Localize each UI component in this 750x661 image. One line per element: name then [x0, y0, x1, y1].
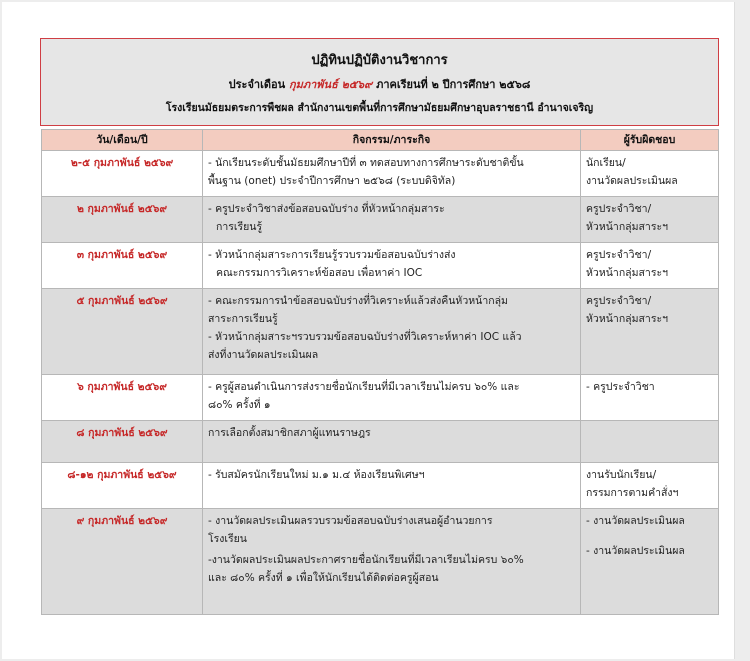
responsible-line: ครูประจำวิชา/ [586, 203, 652, 215]
activity-line: - งานวัดผลประเมินผลรวบรวมข้อสอบฉบับร่างเสนอผู้อำนวยการ [208, 515, 493, 527]
table-row [42, 463, 719, 509]
activity-line: ๘๐% ครั้งที่ ๑ [208, 399, 271, 411]
activity-line: -งานวัดผลประเมินผลประกาศรายชื่อนักเรียนที่มีเวลาเรียนไม่ครบ ๖๐% [208, 554, 524, 566]
table-row [42, 421, 719, 463]
document-title: ปฏิทินปฏิบัติงานวิชาการ [311, 53, 448, 68]
date-cell: ๕ กุมภาพันธ์ ๒๕๖๙ [42, 289, 203, 375]
responsible-cell [581, 243, 719, 289]
responsible-line: หัวหน้ากลุ่มสาระฯ [586, 267, 669, 279]
activity-cell [203, 151, 581, 197]
activity-line: การเรียนรู้ [216, 221, 263, 233]
table-row [42, 151, 719, 197]
date-cell: ๙ กุมภาพันธ์ ๒๕๖๙ [42, 509, 203, 615]
date-cell: ๖ กุมภาพันธ์ ๒๕๖๙ [42, 375, 203, 421]
activity-line: คณะกรรมการวิเคราะห์ข้อสอบ เพื่อหาค่า IOC [216, 267, 423, 279]
activity-line: - รับสมัครนักเรียนใหม่ ม.๑ ม.๔ ห้องเรียนพิเศษฯ [208, 469, 425, 481]
responsible-line: - งานวัดผลประเมินผล [586, 545, 685, 557]
date-cell: ๘ กุมภาพันธ์ ๒๕๖๙ [42, 421, 203, 463]
activity-cell [203, 509, 581, 615]
activity-line: - หัวหน้ากลุ่มสาระฯรวบรวมข้อสอบฉบับร่างที่วิเคราะห์หาค่า IOC แล้ว [208, 331, 522, 343]
activity-line: - ครูผู้สอนดำเนินการส่งรายชื่อนักเรียนที่มีเวลาเรียนไม่ครบ ๖๐% และ [208, 381, 520, 393]
responsible-line: งานรับนักเรียน/ [586, 469, 657, 481]
responsible-line: - ครูประจำวิชา [586, 381, 655, 393]
activity-cell [203, 197, 581, 243]
responsible-line: นักเรียน/ [586, 157, 626, 169]
subtitle-prefix: ประจำเดือน [228, 78, 286, 91]
responsible-line: งานวัดผลประเมินผล [586, 175, 678, 187]
responsible-cell [581, 197, 719, 243]
activity-cell [203, 375, 581, 421]
subtitle-suffix: ภาคเรียนที่ ๒ ปีการศึกษา ๒๕๖๘ [376, 78, 531, 91]
document-subtitle [41, 75, 718, 93]
responsible-cell [581, 151, 719, 197]
responsible-cell [581, 421, 719, 463]
activity-line: โรงเรียน [208, 533, 247, 545]
date-cell: ๒-๕ กุมภาพันธ์ ๒๕๖๙ [42, 151, 203, 197]
activity-cell [203, 421, 581, 463]
activity-line: การเลือกตั้งสมาชิกสภาผู้แทนราษฎร [208, 427, 371, 439]
column-header-responsible: ผู้รับผิดชอบ [581, 130, 719, 151]
responsible-line: ครูประจำวิชา/ [586, 249, 652, 261]
table-row [42, 289, 719, 375]
table-row [42, 243, 719, 289]
responsible-cell [581, 375, 719, 421]
activity-line: พื้นฐาน (onet) ประจำปีการศึกษา ๒๕๖๘ (ระบบดิจิทัล) [208, 175, 456, 187]
activity-line: - คณะกรรมการนำข้อสอบฉบับร่างที่วิเคราะห์แล้วส่งคืนหัวหน้ากลุ่ม [208, 295, 508, 307]
activity-line: และ ๘๐% ครั้งที่ ๑ เพื่อให้นักเรียนได้ติดต่อครูผู้สอน [208, 572, 439, 584]
subtitle-month: กุมภาพันธ์ ๒๕๖๙ [288, 78, 373, 91]
table-row [42, 197, 719, 243]
school-name: โรงเรียนมัธยมตระการพืชผล สำนักงานเขตพื้นที่การศึกษามัธยมศึกษาอุบลราชธานี อำนาจเจริญ [165, 102, 594, 114]
table-header-row [42, 130, 719, 151]
responsible-cell [581, 289, 719, 375]
date-cell: ๘-๑๒ กุมภาพันธ์ ๒๕๖๙ [42, 463, 203, 509]
responsible-line: ครูประจำวิชา/ [586, 295, 652, 307]
responsible-line: - งานวัดผลประเมินผล [586, 515, 685, 527]
column-header-activity: กิจกรรม/ภาระกิจ [203, 130, 581, 151]
responsible-cell [581, 509, 719, 615]
table-row [42, 509, 719, 615]
responsible-line: หัวหน้ากลุ่มสาระฯ [586, 313, 669, 325]
activity-line: - ครูประจำวิชาส่งข้อสอบฉบับร่าง ที่หัวหน้ากลุ่มสาระ [208, 203, 445, 215]
activity-cell [203, 243, 581, 289]
responsible-cell [581, 463, 719, 509]
activity-line: สาระการเรียนรู้ [208, 313, 278, 325]
responsible-line: หัวหน้ากลุ่มสาระฯ [586, 221, 669, 233]
activity-cell [203, 463, 581, 509]
activity-cell [203, 289, 581, 375]
table-row [42, 375, 719, 421]
responsible-line: กรรมการตามคำสั่งฯ [586, 487, 679, 499]
activity-line: ส่งที่งานวัดผลประเมินผล [208, 349, 319, 361]
activity-line: - นักเรียนระดับชั้นมัธยมศึกษาปีที่ ๓ ทดสอบทางการศึกษาระดับชาติขั้น [208, 157, 524, 169]
activity-line: - หัวหน้ากลุ่มสาระการเรียนรู้รวบรวมข้อสอบฉบับร่างส่ง [208, 249, 456, 261]
column-header-date: วัน/เดือน/ปี [42, 130, 203, 151]
document-header [40, 38, 719, 126]
date-cell: ๓ กุมภาพันธ์ ๒๕๖๙ [42, 243, 203, 289]
schedule-table [41, 129, 719, 615]
date-cell: ๒ กุมภาพันธ์ ๒๕๖๙ [42, 197, 203, 243]
